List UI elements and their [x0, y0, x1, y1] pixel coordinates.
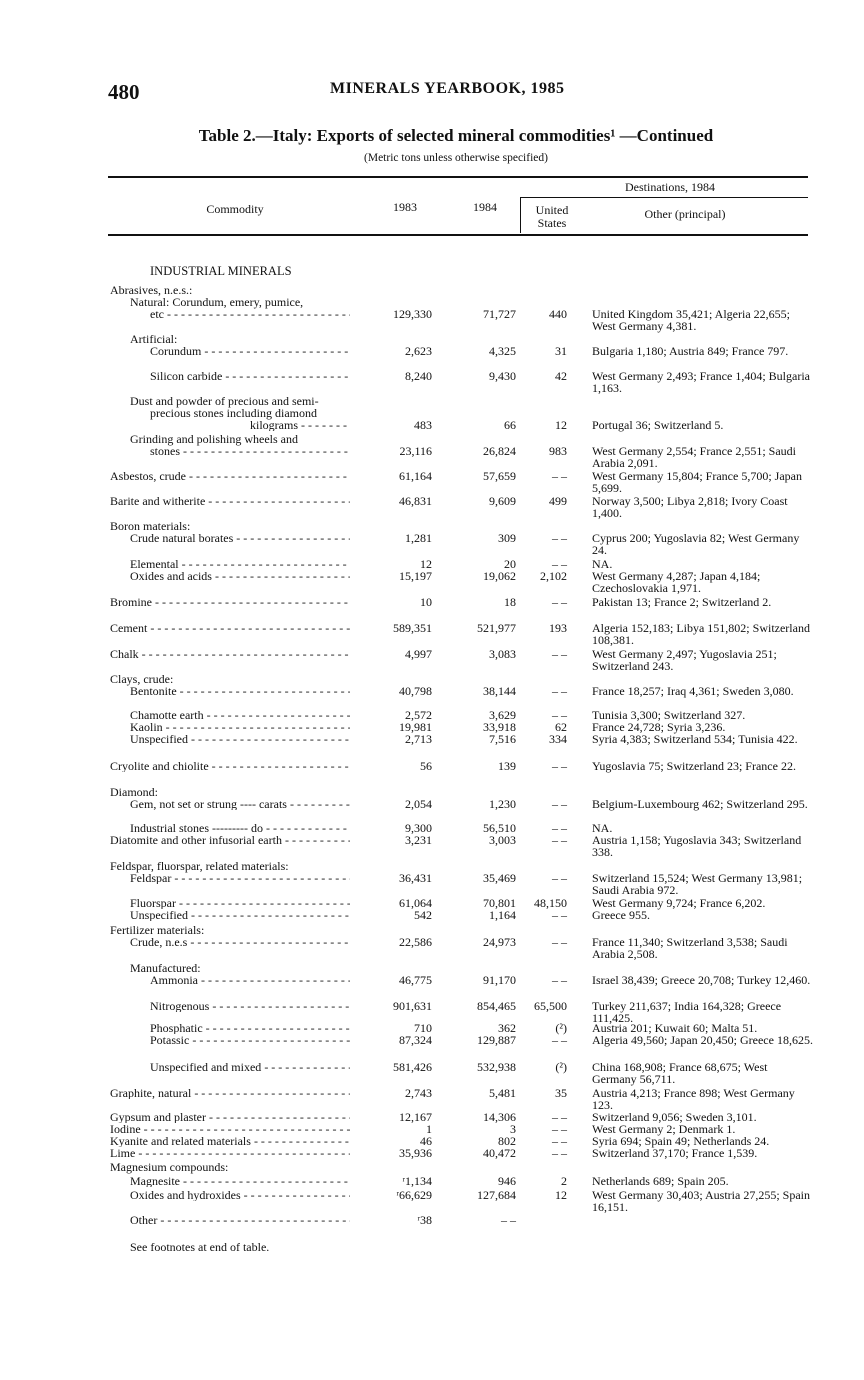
us-destination-cell: 334	[549, 732, 567, 746]
page-number: 480	[108, 80, 140, 104]
other-destinations-cell: Switzerland 37,170; France 1,539.	[592, 1146, 758, 1160]
other-destinations-cell: NA.	[592, 821, 613, 835]
us-destination-cell: – –	[552, 469, 567, 483]
us-destination-cell: 42	[555, 369, 567, 383]
value-1984-cell: – –	[501, 1213, 516, 1227]
value-1984-cell: 40,472	[483, 1146, 516, 1160]
commodity-cell: Lime - - -	[110, 1147, 350, 1159]
table-title: Table 2.—Italy: Exports of selected mineral commodities¹ —Continued	[198, 126, 714, 145]
section-heading: INDUSTRIAL MINERALS	[150, 264, 292, 278]
other-destinations-cell: France 11,340; Switzerland 3,538; Saudi Arabia 2,508.	[592, 935, 788, 961]
other-destinations-cell: France 18,257; Iraq 4,361; Sweden 3,080.	[592, 684, 794, 698]
value-1984-cell: 9,430	[489, 369, 516, 383]
other-destinations-cell: West Germany 2,493; France 1,404; Bulgaria 1,163.	[592, 369, 810, 395]
value-1984-cell: 33,918	[483, 720, 516, 734]
value-1983-cell: ʳ38	[417, 1213, 432, 1227]
other-destinations-cell: United Kingdom 35,421; Algeria 22,655; West Germany 4,381.	[592, 307, 790, 333]
value-1983-cell: 61,064	[399, 896, 432, 910]
commodity-cell: Elemental - - -	[130, 558, 350, 570]
other-destinations-cell: France 24,728; Syria 3,236.	[592, 720, 726, 734]
us-destination-cell: – –	[552, 1134, 567, 1148]
value-1984-cell: 802	[498, 1134, 516, 1148]
other-destinations-cell: Turkey 211,637; India 164,328; Greece 111,425.	[592, 999, 782, 1025]
commodity-cell: Graphite, natural - - -	[110, 1087, 350, 1099]
commodity-cell: Diatomite and other infusorial earth - - -	[110, 834, 350, 846]
other-destinations-cell: West Germany 9,724; France 6,202.	[592, 896, 766, 910]
commodity-cell: Industrial stones --------- do - - -	[130, 822, 350, 834]
value-1983-cell: 35,936	[399, 1146, 432, 1160]
header-destinations: Destinations, 1984	[625, 180, 715, 194]
commodity-cell: Fertilizer materials:	[110, 923, 205, 937]
commodity-cell: Natural: Corundum, emery, pumice,	[130, 295, 304, 309]
commodity-cell: Manufactured:	[130, 961, 201, 975]
us-destination-cell: – –	[552, 684, 567, 698]
commodity-cell: Abrasives, n.e.s.:	[110, 283, 193, 297]
us-destination-cell: – –	[552, 1033, 567, 1047]
commodity-cell: Crude natural borates - - -	[130, 532, 350, 544]
value-1983-cell: 56	[420, 759, 432, 773]
other-destinations-cell: Norway 3,500; Libya 2,818; Ivory Coast 1,400.	[592, 494, 788, 520]
value-1984-cell: 66	[504, 418, 516, 432]
us-destination-cell: – –	[552, 1110, 567, 1124]
other-destinations-cell: Portugal 36; Switzerland 5.	[592, 418, 724, 432]
commodity-cell: Unspecified and mixed - - -	[150, 1061, 350, 1073]
commodity-cell: Magnesite - - -	[130, 1175, 350, 1187]
value-1983-cell: 87,324	[399, 1033, 432, 1047]
us-destination-cell: – –	[552, 797, 567, 811]
value-1983-cell: 12	[420, 557, 432, 571]
commodity-cell: Crude, n.e.s - - -	[130, 936, 350, 948]
us-destination-cell: 2	[561, 1174, 567, 1188]
value-1983-cell: 22,586	[399, 935, 432, 949]
commodity-cell: Feldspar, fluorspar, related materials:	[110, 859, 289, 873]
value-1984-cell: 18	[504, 595, 516, 609]
commodity-cell: Oxides and acids - - -	[130, 570, 350, 582]
value-1984-cell: 129,887	[477, 1033, 516, 1047]
us-column-divider	[520, 197, 521, 233]
commodity-cell: Oxides and hydroxides - - -	[130, 1189, 350, 1201]
value-1983-cell: 2,713	[405, 732, 432, 746]
header-other-principal: Other (principal)	[644, 207, 726, 221]
value-1984-cell: 3,003	[489, 833, 516, 847]
commodity-cell: Cement - - -	[110, 622, 350, 634]
other-destinations-cell: West Germany 15,804; France 5,700; Japan 5,699.	[592, 469, 802, 495]
value-1983-cell: 23,116	[399, 444, 432, 458]
value-1983-cell: 2,623	[405, 344, 432, 358]
value-1983-cell: 581,426	[393, 1060, 432, 1074]
value-1984-cell: 38,144	[483, 684, 516, 698]
us-destination-cell: (²)	[555, 1060, 567, 1074]
commodity-cell: Unspecified - - -	[130, 733, 350, 745]
header-1983: 1983	[393, 200, 417, 214]
other-destinations-cell: China 168,908; France 68,675; West Germany 56,711.	[592, 1060, 768, 1086]
value-1983-cell: ʳ66,629	[396, 1188, 432, 1202]
value-1984-cell: 70,801	[483, 896, 516, 910]
value-1983-cell: 1,281	[405, 531, 432, 545]
value-1983-cell: 15,197	[399, 569, 432, 583]
other-destinations-cell: Switzerland 15,524; West Germany 13,981; Saudi Arabia 972.	[592, 871, 803, 897]
destinations-rule	[520, 197, 808, 198]
commodity-cell: Grinding and polishing wheels and	[130, 432, 298, 446]
header-1984: 1984	[473, 200, 497, 214]
value-1983-cell: 40,798	[399, 684, 432, 698]
us-destination-cell: – –	[552, 871, 567, 885]
us-destination-cell: – –	[552, 973, 567, 987]
table-subtitle: (Metric tons unless otherwise specified)	[364, 152, 548, 164]
value-1984-cell: 24,973	[483, 935, 516, 949]
value-1984-cell: 7,516	[489, 732, 516, 746]
us-destination-cell: – –	[552, 833, 567, 847]
value-1984-cell: 521,977	[477, 621, 516, 635]
us-destination-cell: – –	[552, 557, 567, 571]
commodity-cell: Silicon carbide - - -	[150, 370, 350, 382]
us-destination-cell: – –	[552, 935, 567, 949]
value-1983-cell: 8,240	[405, 369, 432, 383]
other-destinations-cell: Algeria 49,560; Japan 20,450; Greece 18,625.	[592, 1033, 813, 1047]
value-1984-cell: 3,083	[489, 647, 516, 661]
value-1983-cell: 589,351	[393, 621, 432, 635]
other-destinations-cell: Pakistan 13; France 2; Switzerland 2.	[592, 595, 772, 609]
other-destinations-cell: Syria 694; Spain 49; Netherlands 24.	[592, 1134, 770, 1148]
value-1983-cell: 1	[426, 1122, 432, 1136]
us-destination-cell: 2,102	[540, 569, 567, 583]
other-destinations-cell: Switzerland 9,056; Sweden 3,101.	[592, 1110, 757, 1124]
commodity-cell: Bromine - - -	[110, 596, 350, 608]
value-1983-cell: 2,572	[405, 708, 432, 722]
us-destination-cell: 440	[549, 307, 567, 321]
commodity-cell: Other - - -	[130, 1214, 350, 1226]
commodity-cell: Gem, not set or strung ---- carats - - -	[130, 798, 350, 810]
commodity-cell: Boron materials:	[110, 519, 191, 533]
us-destination-cell: 193	[549, 621, 567, 635]
commodity-cell: Potassic - - -	[150, 1034, 350, 1046]
commodity-cell: Gypsum and plaster - - -	[110, 1111, 350, 1123]
other-destinations-cell: West Germany 30,403; Austria 27,255; Spain 16,151.	[592, 1188, 811, 1214]
value-1983-cell: 129,330	[393, 307, 432, 321]
value-1984-cell: 127,684	[477, 1188, 516, 1202]
commodity-cell: Kaolin - - -	[130, 721, 350, 733]
value-1984-cell: 91,170	[483, 973, 516, 987]
commodity-cell: Iodine - - -	[110, 1123, 350, 1135]
value-1984-cell: 5,481	[489, 1086, 516, 1100]
value-1983-cell: 10	[420, 595, 432, 609]
commodity-cell: Magnesium compounds:	[110, 1160, 229, 1174]
commodity-cell: Asbestos, crude - - -	[110, 470, 350, 482]
value-1983-cell: 36,431	[399, 871, 432, 885]
commodity-cell: Fluorspar - - -	[130, 897, 350, 909]
other-destinations-cell: NA.	[592, 557, 613, 571]
us-destination-cell: – –	[552, 531, 567, 545]
other-destinations-cell: West Germany 2; Denmark 1.	[592, 1122, 736, 1136]
other-destinations-cell: Cyprus 200; Yugoslavia 82; West Germany 24.	[592, 531, 800, 557]
header-commodity: Commodity	[206, 202, 264, 216]
commodity-cell: Kyanite and related materials - - -	[110, 1135, 350, 1147]
value-1983-cell: 4,997	[405, 647, 432, 661]
value-1984-cell: 3	[510, 1122, 516, 1136]
commodity-cell: Cryolite and chiolite - - -	[110, 760, 350, 772]
value-1984-cell: 532,938	[477, 1060, 516, 1074]
value-1984-cell: 57,659	[483, 469, 516, 483]
us-destination-cell: 35	[555, 1086, 567, 1100]
value-1983-cell: 19,981	[399, 720, 432, 734]
us-destination-cell: 31	[555, 344, 567, 358]
value-1984-cell: 71,727	[483, 307, 516, 321]
value-1983-cell: 2,743	[405, 1086, 432, 1100]
us-destination-cell: (²)	[555, 1021, 567, 1035]
value-1983-cell: 901,631	[393, 999, 432, 1013]
commodity-cell: Corundum - - -	[150, 345, 350, 357]
header-top-rule	[108, 176, 808, 178]
value-1984-cell: 139	[498, 759, 516, 773]
other-destinations-cell: Belgium-Luxembourg 462; Switzerland 295.	[592, 797, 808, 811]
other-destinations-cell: West Germany 2,497; Yugoslavia 251; Switzerland 243.	[592, 647, 777, 673]
value-1984-cell: 946	[498, 1174, 516, 1188]
value-1983-cell: 483	[414, 418, 432, 432]
commodity-cell: Bentonite - - -	[130, 685, 350, 697]
value-1983-cell: ʳ1,134	[402, 1174, 432, 1188]
value-1983-cell: 2,054	[405, 797, 432, 811]
value-1984-cell: 854,465	[477, 999, 516, 1013]
header-united-states: United States	[535, 203, 569, 230]
commodity-cell: Dust and powder of precious and semi-	[130, 394, 319, 408]
value-1983-cell: 9,300	[405, 821, 432, 835]
value-1984-cell: 309	[498, 531, 516, 545]
commodity-cell: Artificial:	[130, 332, 178, 346]
commodity-cell: Phosphatic - - -	[150, 1022, 350, 1034]
value-1984-cell: 26,824	[483, 444, 516, 458]
value-1984-cell: 20	[504, 557, 516, 571]
us-destination-cell: 62	[555, 720, 567, 734]
commodity-cell: kilograms - - -	[250, 419, 350, 431]
other-destinations-cell: Israel 38,439; Greece 20,708; Turkey 12,460.	[592, 973, 811, 987]
us-destination-cell: – –	[552, 708, 567, 722]
value-1983-cell: 710	[414, 1021, 432, 1035]
commodity-cell: stones - - -	[150, 445, 350, 457]
value-1984-cell: 4,325	[489, 344, 516, 358]
us-destination-cell: 12	[555, 418, 567, 432]
commodity-cell: Barite and witherite - - -	[110, 495, 350, 507]
header-bottom-rule	[108, 234, 808, 236]
value-1983-cell: 12,167	[399, 1110, 432, 1124]
commodity-cell: Chamotte earth - - -	[130, 709, 350, 721]
commodity-cell: precious stones including diamond	[150, 406, 317, 420]
us-destination-cell: – –	[552, 1146, 567, 1160]
value-1983-cell: 3,231	[405, 833, 432, 847]
value-1984-cell: 3,629	[489, 708, 516, 722]
value-1984-cell: 19,062	[483, 569, 516, 583]
value-1983-cell: 46	[420, 1134, 432, 1148]
other-destinations-cell: Bulgaria 1,180; Austria 849; France 797.	[592, 344, 789, 358]
other-destinations-cell: West Germany 4,287; Japan 4,184; Czechoslovakia 1,971.	[592, 569, 761, 595]
commodity-cell: etc - - -	[150, 308, 350, 320]
us-destination-cell: 983	[549, 444, 567, 458]
us-destination-cell: 65,500	[534, 999, 567, 1013]
other-destinations-cell: Greece 955.	[592, 908, 650, 922]
commodity-cell: Clays, crude:	[110, 672, 174, 686]
value-1984-cell: 9,609	[489, 494, 516, 508]
value-1984-cell: 14,306	[483, 1110, 516, 1124]
value-1983-cell: 61,164	[399, 469, 432, 483]
value-1984-cell: 56,510	[483, 821, 516, 835]
commodity-cell: Unspecified - - -	[130, 909, 350, 921]
commodity-cell: Chalk - - -	[110, 648, 350, 660]
us-destination-cell: 48,150	[534, 896, 567, 910]
us-destination-cell: 12	[555, 1188, 567, 1202]
other-destinations-cell: West Germany 2,554; France 2,551; Saudi Arabia 2,091.	[592, 444, 796, 470]
other-destinations-cell: Netherlands 689; Spain 205.	[592, 1174, 729, 1188]
commodity-cell: Ammonia - - -	[150, 974, 350, 986]
value-1984-cell: 1,164	[489, 908, 516, 922]
commodity-cell: Diamond:	[110, 785, 158, 799]
value-1983-cell: 46,775	[399, 973, 432, 987]
value-1984-cell: 1,230	[489, 797, 516, 811]
commodity-cell: Feldspar - - -	[130, 872, 350, 884]
footnote: See footnotes at end of table.	[130, 1240, 270, 1254]
other-destinations-cell: Austria 1,158; Yugoslavia 343; Switzerland 338.	[592, 833, 802, 859]
us-destination-cell: – –	[552, 1122, 567, 1136]
other-destinations-cell: Algeria 152,183; Libya 151,802; Switzerland 108,381.	[592, 621, 810, 647]
other-destinations-cell: Yugoslavia 75; Switzerland 23; France 22.	[592, 759, 796, 773]
us-destination-cell: 499	[549, 494, 567, 508]
other-destinations-cell: Tunisia 3,300; Switzerland 327.	[592, 708, 746, 722]
us-destination-cell: – –	[552, 647, 567, 661]
other-destinations-cell: Austria 201; Kuwait 60; Malta 51.	[592, 1021, 758, 1035]
value-1983-cell: 46,831	[399, 494, 432, 508]
us-destination-cell: – –	[552, 821, 567, 835]
us-destination-cell: – –	[552, 595, 567, 609]
value-1984-cell: 362	[498, 1021, 516, 1035]
commodity-cell: Nitrogenous - - -	[150, 1000, 350, 1012]
running-head: MINERALS YEARBOOK, 1985	[330, 80, 565, 97]
us-destination-cell: – –	[552, 759, 567, 773]
other-destinations-cell: Austria 4,213; France 898; West Germany 123.	[592, 1086, 795, 1112]
other-destinations-cell: Syria 4,383; Switzerland 534; Tunisia 422.	[592, 732, 798, 746]
us-destination-cell: – –	[552, 908, 567, 922]
value-1984-cell: 35,469	[483, 871, 516, 885]
value-1983-cell: 542	[414, 908, 432, 922]
